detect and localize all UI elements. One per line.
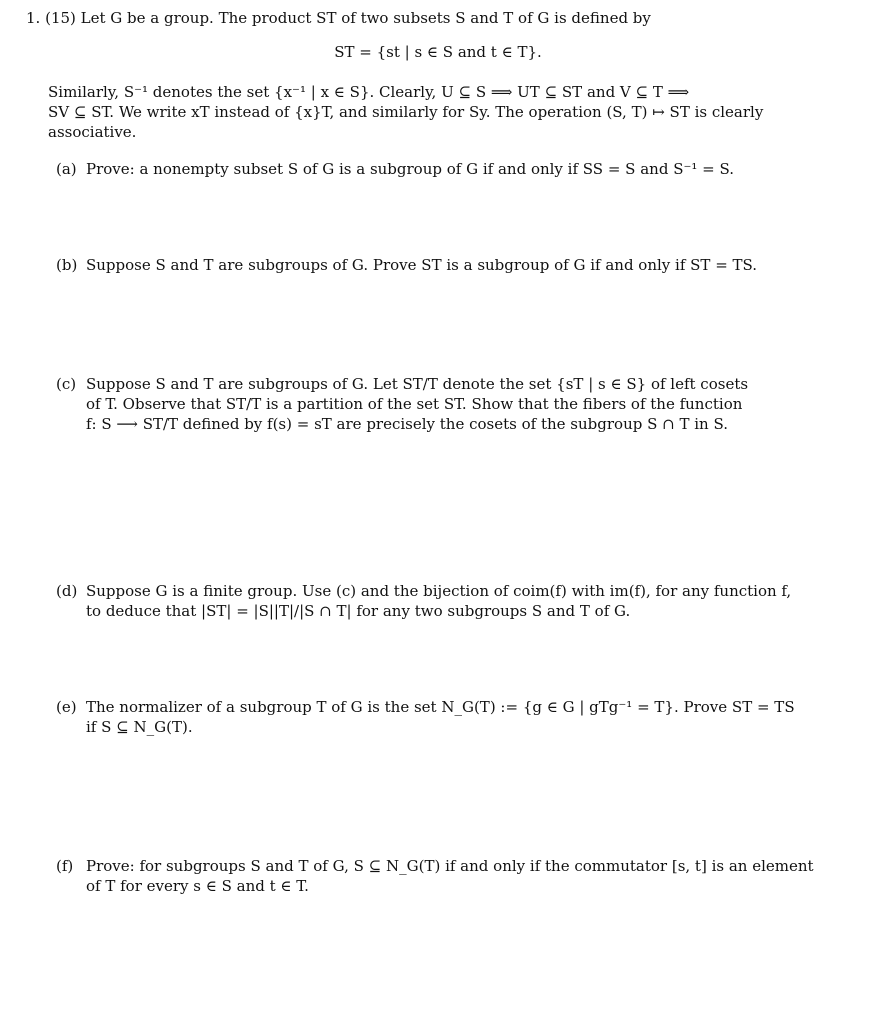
part-c [56, 374, 800, 434]
part-text-line: f: S ⟶ ST/T defined by f(s) = sT are precisely the cosets of the subgroup S ∩ T in S. [86, 415, 728, 433]
part-text-line: Prove: a nonempty subset S of G is a subgroup of G if and only if SS = S and S⁻¹ = S. [86, 160, 735, 178]
part-label: (b) [56, 256, 78, 274]
part-label: (a) [56, 160, 77, 178]
part-text-line: to deduce that |ST| = |S||T|/|S ∩ T| for any two subgroups S and T of G. [86, 602, 631, 620]
intro-line: SV ⊆ ST. We write xT instead of {x}T, and similarly for Sy. The operation (S, T) ↦ ST is clearly [48, 103, 764, 121]
problem-header [26, 8, 806, 28]
part-a [56, 159, 800, 179]
part-text-line: Suppose S and T are subgroups of G. Prove ST is a subgroup of G if and only if ST = TS. [86, 256, 758, 274]
part-text-line: if S ⊆ N_G(T). [86, 718, 193, 736]
product-definition-equation: ST = {st | s ∈ S and t ∈ T}. [334, 43, 542, 61]
intro-line: Similarly, S⁻¹ denotes the set {x⁻¹ | x ∈ S}. Clearly, U ⊆ S ⟹ UT ⊆ ST and V ⊆ T ⟹ [48, 83, 690, 101]
problem-header-text: (15) Let G be a group. The product ST of two subsets S and T of G is defined by [45, 9, 651, 27]
part-text-line: Suppose G is a finite group. Use (c) and the bijection of coim(f) with im(f), for any function f, [86, 582, 792, 600]
problem-number: 1. [26, 9, 41, 27]
intro-paragraph [48, 82, 800, 142]
part-f [56, 856, 814, 896]
part-text-line: of T. Observe that ST/T is a partition of the set ST. Show that the fibers of the function [86, 395, 743, 413]
part-text-line: Suppose S and T are subgroups of G. Let ST/T denote the set {sT | s ∈ S} of left cosets [86, 375, 749, 393]
part-text-line: Prove: for subgroups S and T of G, S ⊆ N_G(T) if and only if the commutator [s, t] is an element [86, 857, 814, 875]
part-d [56, 581, 800, 621]
part-label: (f) [56, 857, 74, 875]
part-e [56, 697, 800, 737]
part-text-line: The normalizer of a subgroup T of G is the set N_G(T) := {g ∈ G | gTg⁻¹ = T}. Prove ST = TS [86, 698, 795, 716]
part-label: (e) [56, 698, 77, 716]
part-b [56, 255, 800, 275]
part-label: (d) [56, 582, 78, 600]
part-text-line: of T for every s ∈ S and t ∈ T. [86, 877, 309, 895]
intro-line: associative. [48, 123, 137, 141]
part-label: (c) [56, 375, 77, 393]
